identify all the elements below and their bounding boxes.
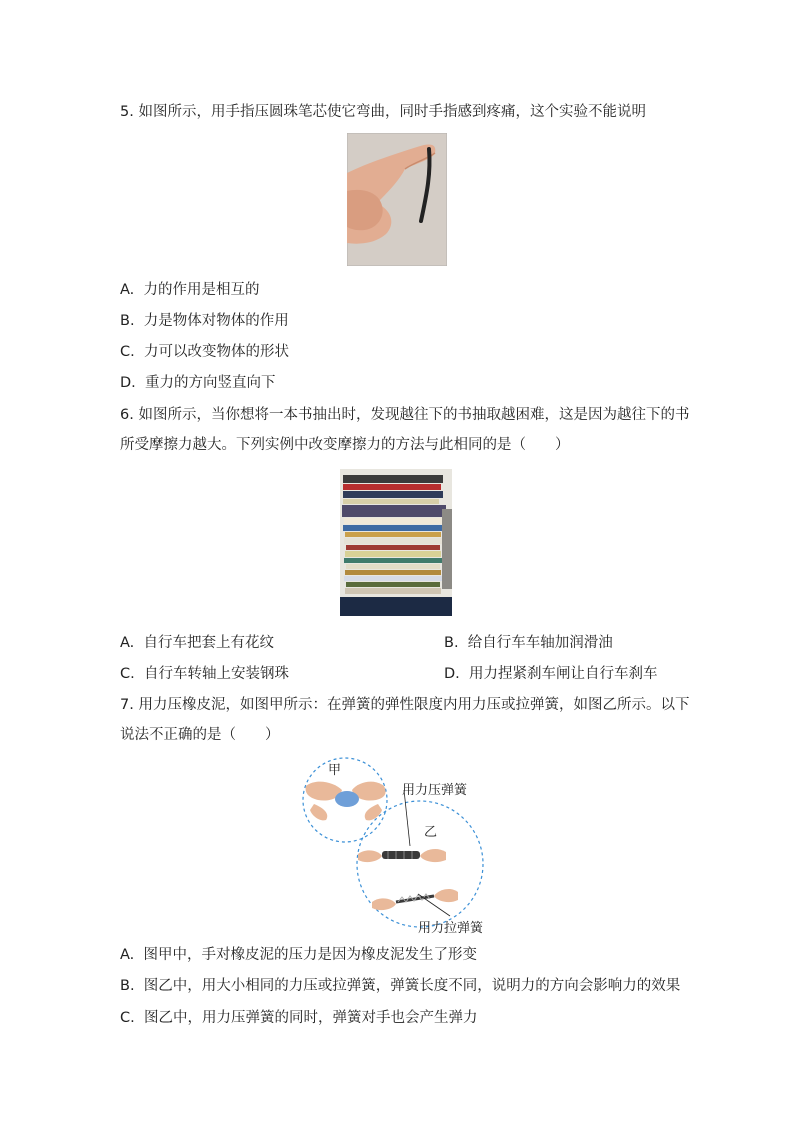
question-5-option-b[interactable]	[120, 311, 289, 331]
question-7-stem-line-2	[120, 725, 280, 745]
option-text: 力是物体对物体的作用	[143, 313, 289, 329]
option-letter: C.	[120, 666, 135, 682]
question-text: 如图所示，用手指压圆珠笔芯使它弯曲，同时手指感到疼痛，这个实验不能说明	[138, 104, 646, 120]
option-letter: A.	[120, 947, 135, 963]
option-text: 自行车转轴上安装钢珠	[143, 666, 289, 682]
finger-pressing-pen-refill-photo	[347, 133, 447, 266]
label-jia: 甲	[328, 763, 342, 778]
question-5-option-c[interactable]	[120, 342, 289, 362]
question-7-option-c[interactable]	[120, 1008, 477, 1028]
question-7-stem-line-1	[120, 695, 689, 715]
question-number: 6.	[120, 407, 134, 423]
option-text: 力的作用是相互的	[143, 282, 260, 298]
option-text: 图乙中，用大小相同的力压或拉弹簧，弹簧长度不同，说明力的方向会影响力的效果	[143, 978, 681, 994]
question-5-stem	[120, 102, 646, 122]
question-6-option-b[interactable]	[444, 633, 613, 653]
question-6-stem-line-2	[120, 435, 570, 455]
option-text: 给自行车车轴加润滑油	[467, 635, 613, 651]
option-letter: B.	[120, 978, 135, 994]
label-yi: 乙	[424, 825, 438, 840]
question-text: 所受摩擦力越大。下列实例中改变摩擦力的方法与此相同的是（ ）	[120, 437, 570, 453]
option-text: 图甲中，手对橡皮泥的压力是因为橡皮泥发生了形变	[143, 947, 477, 963]
question-6-stem-line-1	[120, 405, 689, 425]
question-number: 5.	[120, 104, 134, 120]
option-text: 用力捏紧刹车闸让自行车刹车	[469, 666, 658, 682]
option-letter: D.	[444, 666, 460, 682]
question-5-option-d[interactable]	[120, 373, 276, 393]
option-letter: A.	[120, 282, 135, 298]
question-6-option-d[interactable]	[444, 664, 658, 684]
option-letter: C.	[120, 344, 135, 360]
option-text: 力可以改变物体的形状	[143, 344, 289, 360]
question-text: 如图所示，当你想将一本书抽出时，发现越往下的书抽取越困难，这是因为越往下的书	[138, 407, 690, 423]
option-letter: C.	[120, 1010, 135, 1026]
label-pull-spring: 用力拉弹簧	[418, 921, 484, 936]
question-7-option-b[interactable]	[120, 976, 680, 996]
option-text: 重力的方向竖直向下	[145, 375, 276, 391]
question-6-option-c[interactable]	[120, 664, 289, 684]
question-text: 用力压橡皮泥，如图甲所示：在弹簧的弹性限度内用力压或拉弹簧，如图乙所示。以下	[138, 697, 690, 713]
option-text: 自行车把套上有花纹	[143, 635, 274, 651]
question-7-option-a[interactable]	[120, 945, 477, 965]
option-letter: D.	[120, 375, 136, 391]
option-letter: B.	[444, 635, 459, 651]
label-press-spring: 用力压弹簧	[402, 783, 468, 798]
option-letter: B.	[120, 313, 135, 329]
question-number: 7.	[120, 697, 134, 713]
question-6-option-a[interactable]	[120, 633, 274, 653]
option-letter: A.	[120, 635, 135, 651]
question-text: 说法不正确的是（ ）	[120, 727, 280, 743]
question-5-option-a[interactable]	[120, 280, 260, 300]
clay-and-spring-figure	[300, 756, 500, 938]
book-stack-photo	[340, 469, 452, 616]
option-text: 图乙中，用力压弹簧的同时，弹簧对手也会产生弹力	[143, 1010, 478, 1026]
